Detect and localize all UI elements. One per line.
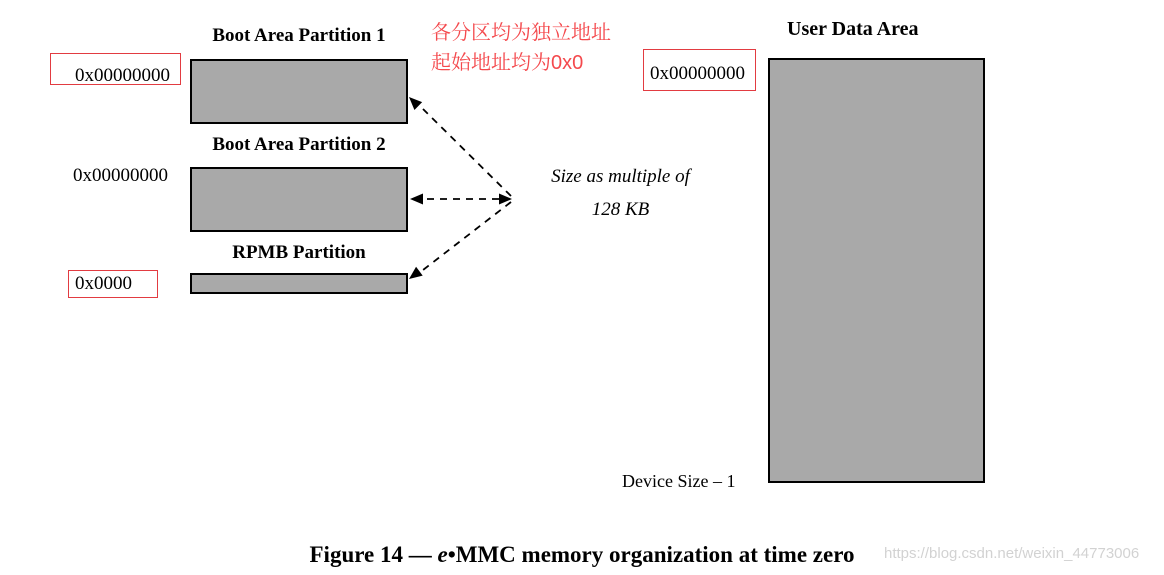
rpmb-partition-title: RPMB Partition — [232, 242, 366, 263]
rpmb-address-label: 0x0000 — [75, 273, 132, 289]
boot-area-partition-2-title: Boot Area Partition 2 — [212, 134, 386, 155]
size-note-line2: 128 KB — [591, 199, 650, 220]
arrow-line-top — [423, 109, 511, 196]
boot-area-partition-1-block — [190, 59, 408, 124]
size-note — [528, 160, 713, 226]
arrowhead-bottom-icon — [406, 267, 423, 284]
device-size-label: Device Size – 1 — [622, 471, 736, 491]
boot-area-partition-1-title: Boot Area Partition 1 — [212, 25, 386, 46]
red-annotation-line1: 各分区均为独立地址 — [431, 22, 611, 44]
rpmb-partition-block — [190, 273, 408, 294]
caption-prefix: Figure 14 — — [309, 542, 438, 567]
caption-emphasis: e — [437, 542, 448, 567]
user-address-label: 0x00000000 — [650, 63, 745, 79]
size-note-line1: Size as multiple of — [551, 166, 690, 187]
boot1-address-label: 0x00000000 — [75, 65, 170, 81]
watermark-url: https://blog.csdn.net/weixin_44773006 — [884, 545, 1140, 562]
arrowhead-middle-left-icon — [410, 194, 423, 205]
red-annotation-line2: 起始地址均为0x0 — [431, 52, 584, 74]
arrowhead-middle-right-icon — [499, 194, 512, 205]
boot-area-partition-2-block — [190, 167, 408, 232]
boot2-address-label: 0x00000000 — [73, 165, 168, 181]
user-data-area-title: User Data Area — [787, 18, 919, 40]
arrow-line-bottom — [423, 202, 511, 270]
red-annotation — [431, 18, 671, 78]
user-data-area-block — [768, 58, 985, 483]
caption-suffix: •MMC memory organization at time zero — [447, 542, 855, 567]
